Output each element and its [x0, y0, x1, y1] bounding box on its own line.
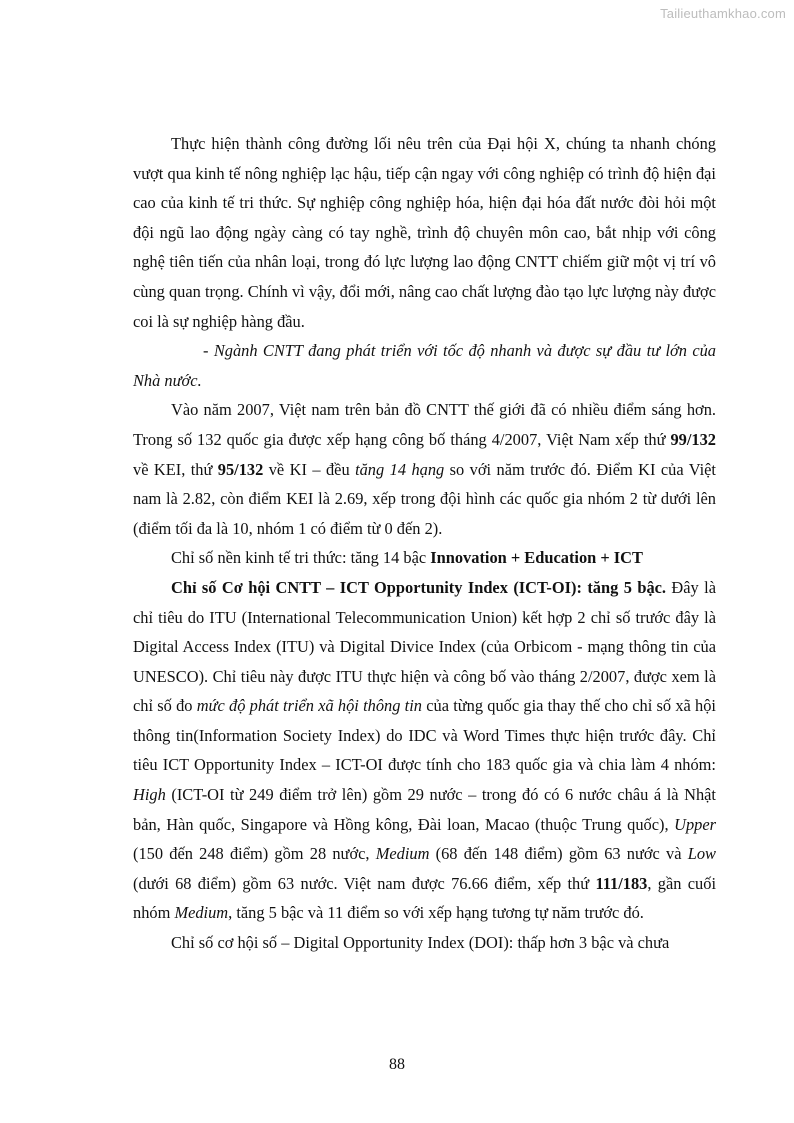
paragraph-5: Chỉ số Cơ hội CNTT – ICT Opportunity Index (ICT-OI): tăng 5 bậc. Đây là chỉ tiêu do ITU (International Telecommunication Union) kết hợp 2 chỉ số trước đây là Digital Access Index (ITU) và Digital Divice Index (của Orbicom - mạng thông tin của UNESCO). Chỉ tiêu này được ITU thực hiện và công bố vào tháng 2/2007, được xem là chỉ số đo mức độ phát triển xã hội thông tin của từng quốc gia thay thế cho chỉ số xã hội thông tin(Information Society Index) do IDC và Word Times thực hiện trước đây. Chỉ tiêu ICT Opportunity Index – ICT-OI được tính cho 183 quốc gia và chia làm 4 nhóm: High (ICT-OI từ 249 điểm trở lên) gồm 29 nước – trong đó có 6 nước châu á là Nhật bản, Hàn quốc, Singapore và Hồng kông, Đài loan, Macao (thuộc Trung quốc), Upper (150 đến 248 điểm) gồm 28 nước, Medium (68 đến 148 điểm) gồm 63 nước và Low (dưới 68 điểm) gồm 63 nước. Việt nam được 76.66 điểm, xếp thứ 111/183, gần cuối nhóm Medium, tăng 5 bậc và 11 điểm so với xếp hạng tương tự năm trước đó. — [133, 577, 717, 923]
watermark: Tailieuthamkhao.com — [660, 6, 786, 21]
paragraph-3: Vào năm 2007, Việt nam trên bản đồ CNTT thế giới đã có nhiều điểm sáng hơn. Trong số 132 quốc gia được xếp hạng công bố tháng 4/2007, Việt Nam xếp thứ 99/132 về KEI, thứ 95/132 về KI – đều tăng 14 hạng so với năm trước đó. Điểm KI của Việt nam là 2.82, còn điểm KEI là 2.69, xếp trong đội hình các quốc gia nhóm 2 từ dưới lên (điểm tối đa là 10, nhóm 1 có điểm từ 0 đến 2). — [133, 400, 716, 538]
paragraph-4: Chỉ số nền kinh tế tri thức: tăng 14 bậc Innovation + Education + ICT — [171, 548, 643, 568]
page-number: 88 — [389, 1056, 405, 1073]
paragraph-1: Thực hiện thành công đường lối nêu trên của Đại hội X, chúng ta nhanh chóng vượt qua kinh tế nông nghiệp lạc hậu, tiếp cận ngay với công nghiệp có trình độ hiện đại cao của kinh tế tri thức. Sự nghiệp công nghiệp hóa, hiện đại hóa đất nước đòi hỏi một đội ngũ lao động ngày càng có tay nghề, trình độ chuyên môn cao, bắt nhịp với công nghệ tiên tiến của nhân loại, trong đó lực lượng lao động CNTT chiếm giữ một vị trí vô cùng quan trọng. Chính vì vậy, đổi mới, nâng cao chất lượng đào tạo lực lượng này được coi là sự nghiệp hàng đầu. — [133, 134, 716, 331]
document-body — [133, 129, 716, 958]
paragraph-2-italic: - Ngành CNTT đang phát triển với tốc độ nhanh và được sự đầu tư lớn của Nhà nước. — [133, 341, 716, 390]
paragraph-6: Chỉ số cơ hội số – Digital Opportunity Index (DOI): thấp hơn 3 bậc và chưa — [171, 933, 670, 953]
